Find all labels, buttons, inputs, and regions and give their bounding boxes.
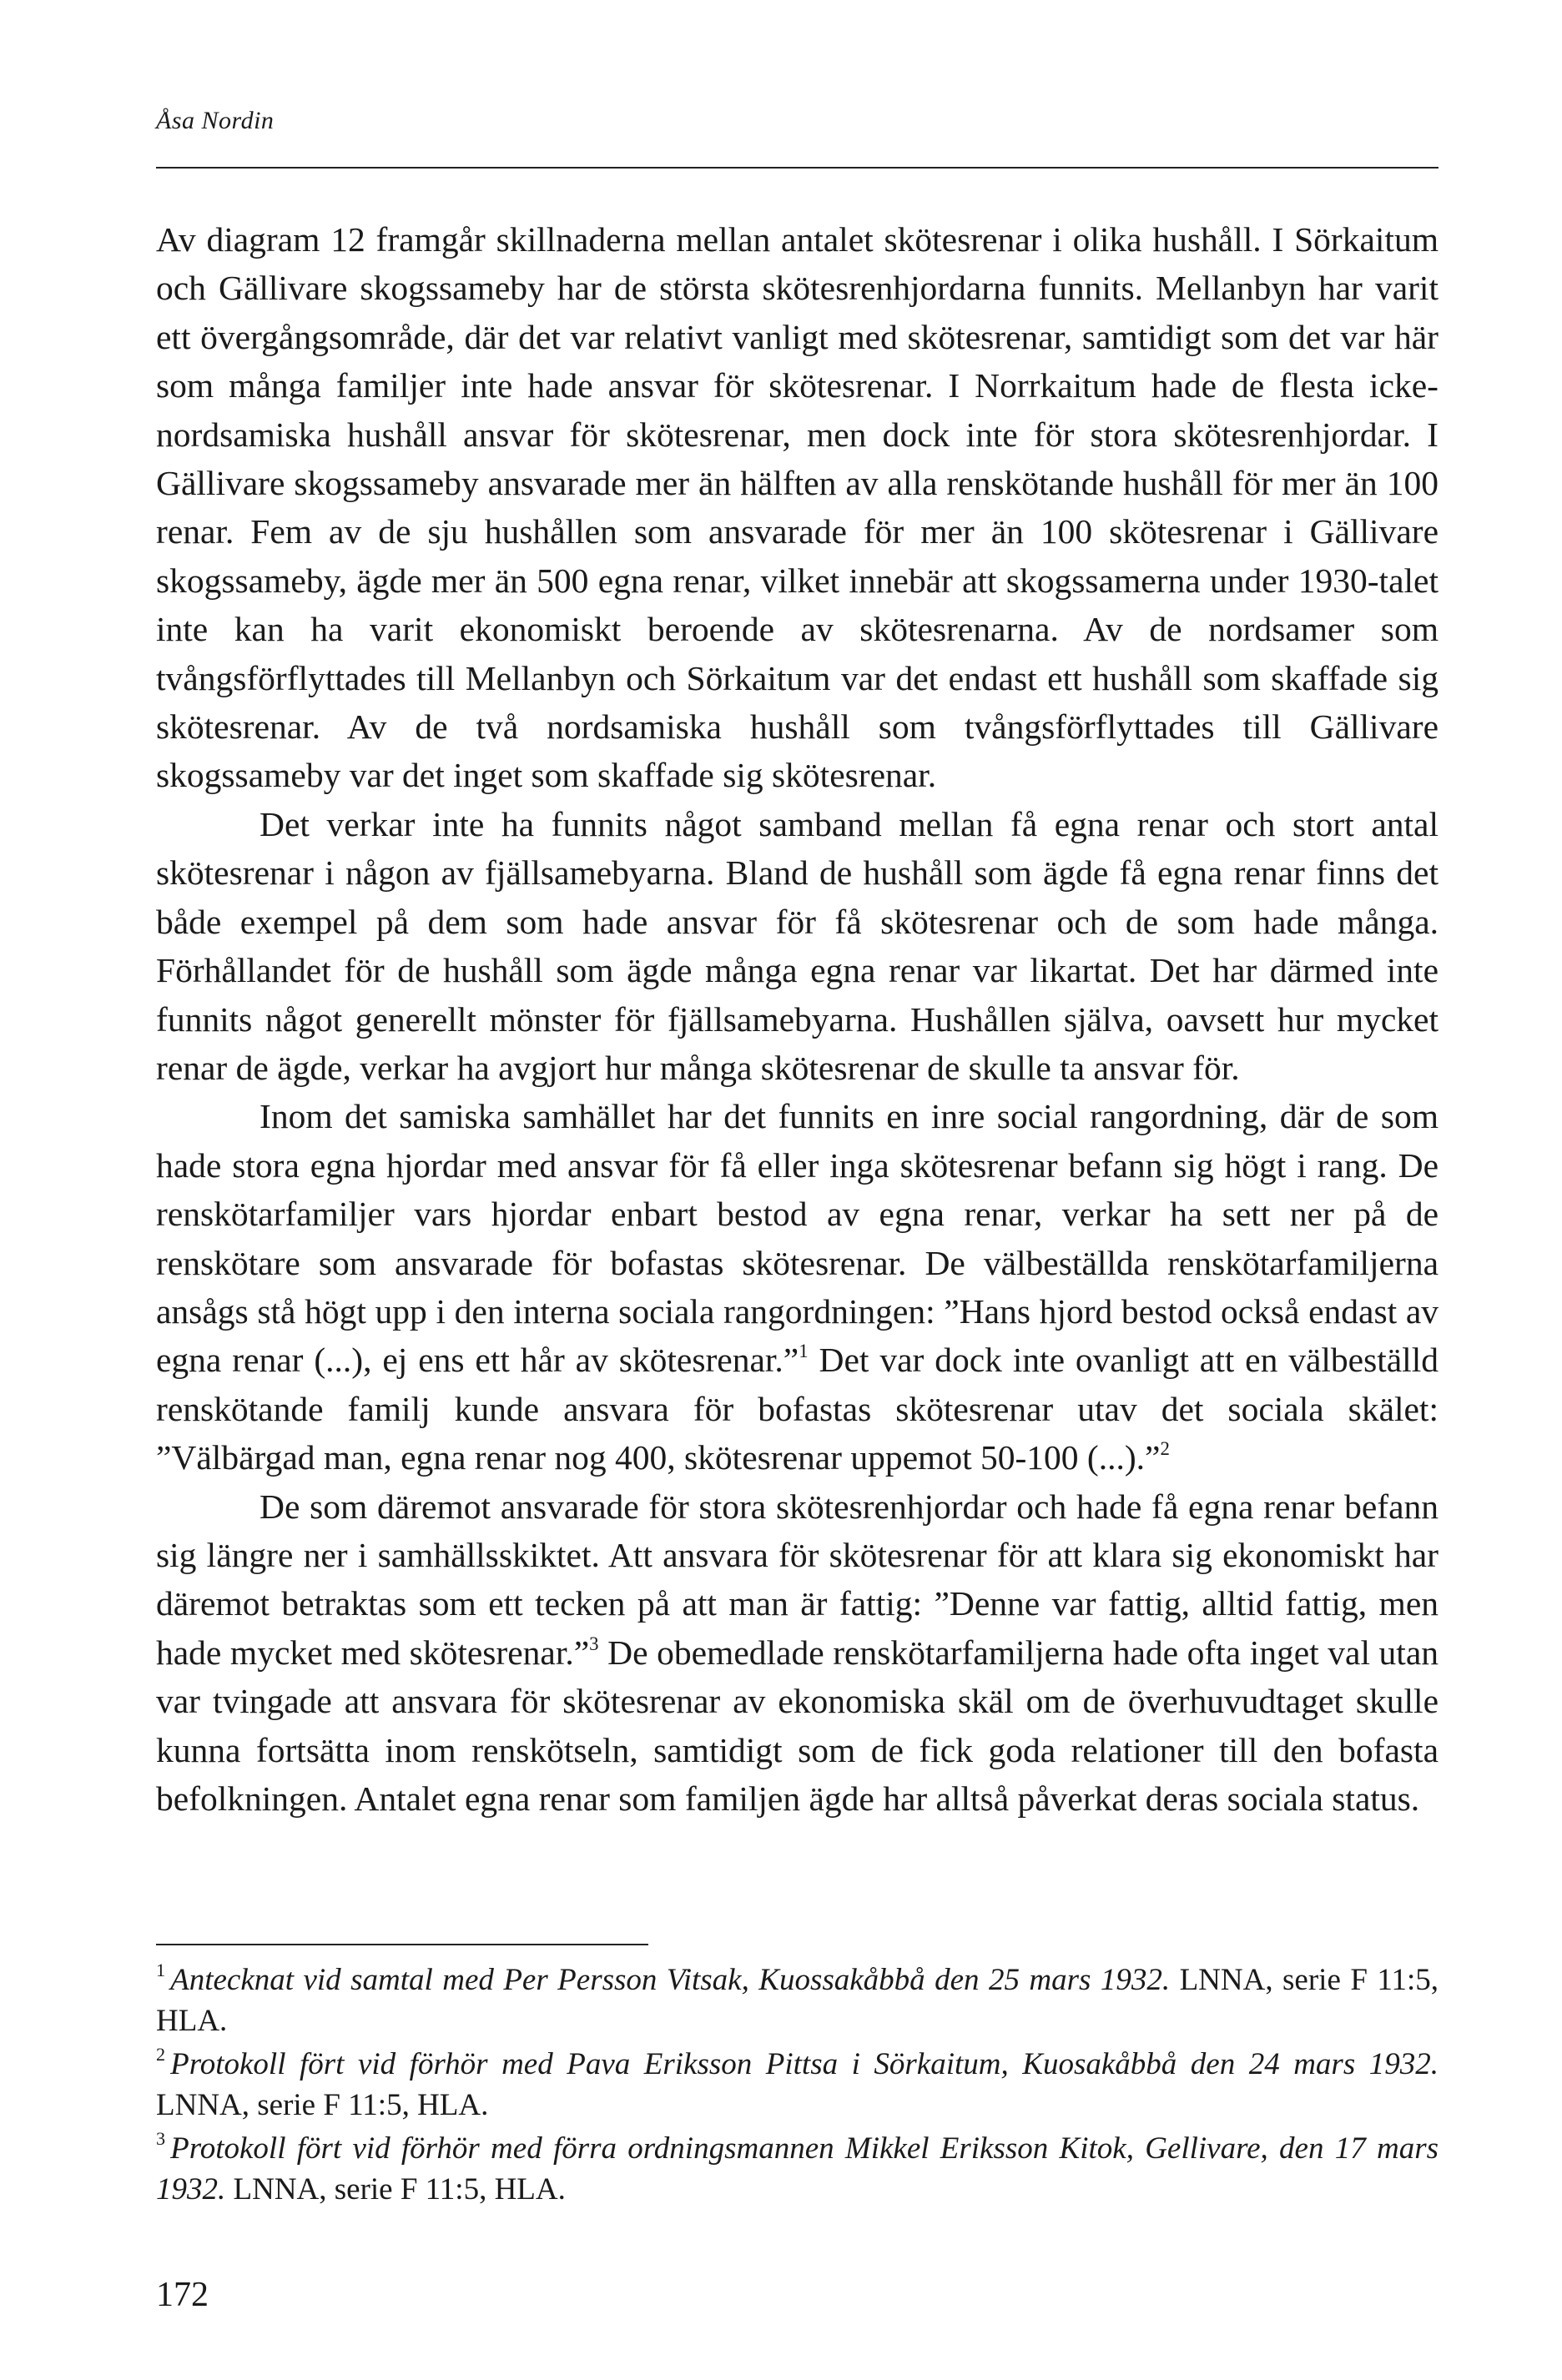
body-paragraph bbox=[156, 1482, 1439, 1824]
footnote-reference[interactable]: 3 bbox=[589, 1633, 599, 1654]
footnote-reference[interactable]: 1 bbox=[799, 1341, 809, 1362]
header-rule bbox=[156, 167, 1439, 169]
paragraph-text: Det verkar inte ha funnits något samband mellan få egna renar och stort antal skötesrenar i någon av fjällsamebyarna. Bland de hushåll som ägde få egna renar finns det både exempel på dem som hade ansvar för få skötesrenar och de som hade många. Förhållandet för de hushåll som ägde många egna renar var likartat. Det har därmed inte funnits något generellt mönster för fjällsamebyarna. Hushållen själva, oavsett hur mycket renar de ägde, verkar ha avgjort hur många skötesrenar de skulle ta ansvar för. bbox=[156, 804, 1439, 1087]
footnote-mark: 3 bbox=[156, 2128, 166, 2150]
paragraph-text: Inom det samiska samhället har det funnits en inre social rangordning, där de som hade stora egna hjordar med ansvar för få eller inga skötesrenar befann sig högt i rang. De renskötarfamiljer vars hjordar enbart bestod av egna renar, verkar ha sett ner på de renskötare som ansvarade för bofastas skötesrenar. De välbeställda renskötarfamiljerna ansågs stå högt upp i den interna sociala rangordningen: ”Hans hjord bestod också endast av egna renar (...), ej ens ett hår av skötesrenar.” bbox=[156, 1097, 1439, 1380]
footnote-separator bbox=[156, 1944, 648, 1945]
body-paragraph bbox=[156, 800, 1439, 1092]
footnote-mark: 2 bbox=[156, 2044, 166, 2066]
footnote-archive-reference: LNNA, serie F 11:5, HLA. bbox=[156, 2087, 489, 2122]
footnote-source-title: Antecknat vid samtal med Per Persson Vitsak, Kuossakåbbå den 25 mars 1932. bbox=[170, 1963, 1171, 1997]
paragraph-text: Det var dock inte ovanligt att en välbeställd renskötande familj kunde ansvara för bofastas skötesrenar utav det sociala skälet: ”Välbärgad man, egna renar nog 400, skötesrenar uppemot 50-100 (...).” bbox=[156, 1341, 1439, 1477]
paragraph-text: Av diagram 12 framgår skillnaderna mellan antalet skötesrenar i olika hushåll. I Sörkaitum och Gällivare skogssameby har de största skötesrenhjordarna funnits. Mellanbyn har varit ett övergångsområde, där det var relativt vanligt med skötesrenar, samtidigt som det var här som många familjer inte hade ansvar för skötesrenar. I Norrkaitum hade de flesta icke-nordsamiska hushåll ansvar för skötesrenar, men dock inte för stora skötesrenhjordar. I Gällivare skogssameby ansvarade mer än hälften av alla renskötande hushåll för mer än 100 renar. Fem av de sju hushållen som ansvarade för mer än 100 skötesrenar i Gällivare skogssameby, ägde mer än 500 egna renar, vilket innebär att skogssamerna under 1930-talet inte kan ha varit ekonomiskt beroende av skötesrenarna. Av de nordsamer som tvångsförflyttades till Mellanbyn och Sörkaitum var det endast ett hushåll som skaffade sig skötesrenar. Av de två nordsamiska hushåll som tvångsförflyttades till Gällivare skogssameby var det inget som skaffade sig skötesrenar. bbox=[156, 220, 1439, 795]
footnote-source-title: Protokoll fört vid förhör med Pava Eriksson Pittsa i Sörkaitum, Kuosakåbbå den 24 mars 1932. bbox=[170, 2047, 1439, 2081]
body-paragraph bbox=[156, 1092, 1439, 1482]
footnote-mark: 1 bbox=[156, 1960, 166, 1981]
footnote-source-title: Protokoll fört vid förhör med förra ordningsmannen Mikkel Eriksson Kitok, Gellivare, den 17 mars 1932. bbox=[156, 2131, 1439, 2206]
paragraph-text: De obemedlade renskötarfamiljerna hade ofta inget val utan var tvingade att ansvara för skötesrenar av ekonomiska skäl om de överhuvudtaget skulle kunna fortsätta inom renskötseln, samtidigt som de fick goda relationer till den bofasta befolkningen. Antalet egna renar som familjen ägde har alltså påverkat deras sociala status. bbox=[156, 1633, 1439, 1818]
footnote bbox=[156, 2129, 1439, 2210]
footnote bbox=[156, 2045, 1439, 2126]
page-number: 172 bbox=[156, 2276, 209, 2314]
body-paragraph bbox=[156, 215, 1439, 800]
footnote bbox=[156, 1960, 1439, 2041]
footnote-reference[interactable]: 2 bbox=[1160, 1438, 1170, 1460]
footnotes bbox=[156, 1960, 1439, 2213]
footnote-archive-reference: LNNA, serie F 11:5, HLA. bbox=[225, 2171, 566, 2206]
footnote-archive-reference: LNNA, serie F 11:5, HLA. bbox=[156, 1963, 1439, 2038]
body-text bbox=[156, 215, 1439, 1823]
paragraph-text: De som däremot ansvarade för stora skötesrenhjordar och hade få egna renar befann sig längre ner i samhällsskiktet. Att ansvara för skötesrenar för att klara sig ekonomiskt har däremot betraktas som ett tecken på att man är fattig: ”Denne var fattig, alltid fattig, men hade mycket med skötesrenar.” bbox=[156, 1487, 1439, 1672]
running-head-author: Åsa Nordin bbox=[156, 107, 275, 134]
